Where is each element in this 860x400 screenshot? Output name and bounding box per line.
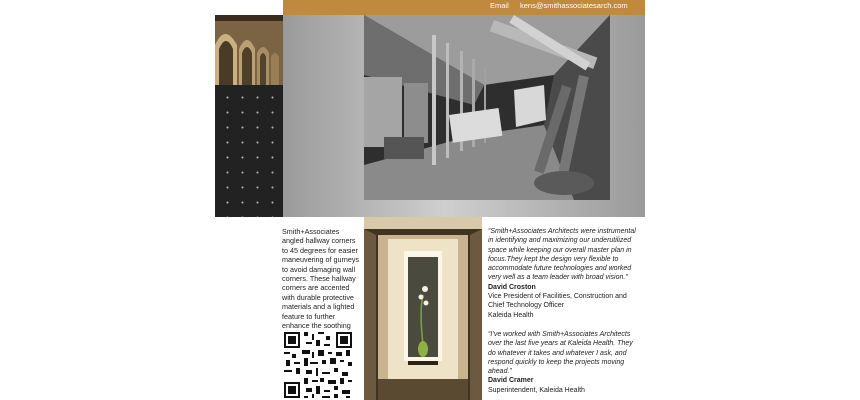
testimonial-author-title: Superintendent, Kaleida Health [488,386,585,394]
decorative-dot-panel [215,85,283,217]
lighted-niche-illustration [364,217,482,400]
email-link[interactable]: kens@smithassociatesarch.com [520,1,628,10]
testimonial-quote: “I’ve worked with Smith+Associates Architects over the last five years at Kaleida Health. They do whatever it takes and whatever I ask, and respond quickly to keep the projects moving ahead.” [488,330,633,376]
testimonial [488,330,638,395]
contact-bar [283,0,645,15]
arched-hallway-illustration [215,15,283,85]
testimonial-author: David Croston [488,283,536,291]
testimonial-author-org: Kaleida Health [488,311,534,319]
qr-code[interactable] [282,330,354,400]
testimonial-author-title: Vice President of Facilities, Construction and Chief Technology Officer [488,293,627,310]
construction-corridor-photo [364,15,610,200]
qr-code-icon [282,330,354,400]
testimonial [488,227,638,320]
project-description: Smith+Associates angled hallway corners to 45 degrees for easier maneuvering of gurneys to avoid damaging wall corners. These hallway corners are accented with durable protective materials and a lighted feature to further enhance the soothing [282,227,360,331]
testimonials [488,227,638,395]
testimonial-author: David Cramer [488,377,534,385]
lighted-niche-photo [364,217,482,400]
brochure-page [215,0,645,400]
email-label: Email [490,1,509,10]
arched-hallway-photo [215,15,283,85]
testimonial-quote: “Smith+Associates Architects were instrumental in identifying and maximizing our underutilized space while keeping our overall master plan in focus.They kept the design very flexible to accommodate future technologies and worked very well as a team leader with broad vision.” [488,228,636,282]
construction-corridor-illustration [364,15,610,200]
